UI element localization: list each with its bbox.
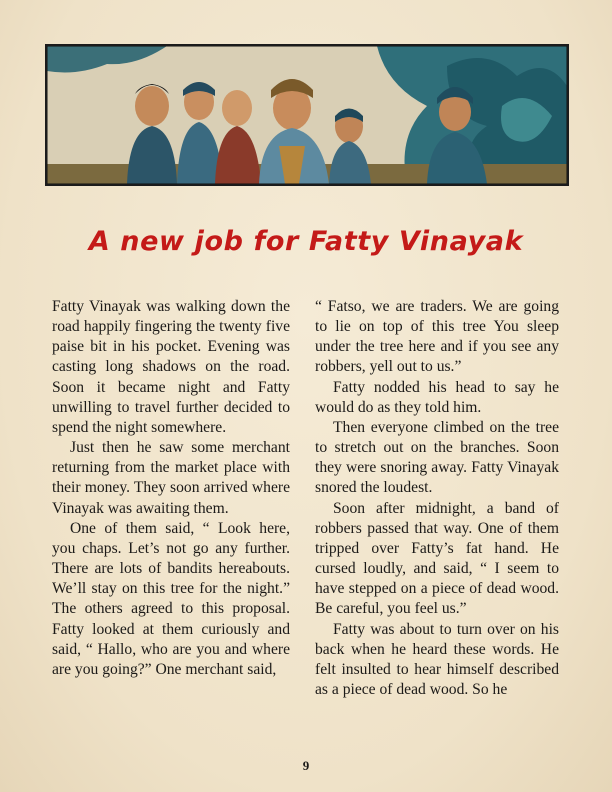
paragraph: Just then he saw some merchant returning from the market place with their money. They soon arrived where Vinayak was awaiting them.	[52, 439, 290, 517]
left-column	[52, 297, 290, 680]
paragraph: Then everyone climbed on the tree to stretch out on the branches. Soon they were snoring away. Fatty Vinayak snored the loudest.	[315, 418, 559, 497]
right-column	[315, 297, 559, 700]
paragraph: Fatty nodded his head to say he would do as they told him.	[315, 378, 559, 416]
story-illustration	[45, 44, 569, 186]
paragraph: Fatty was about to turn over on his back when he heard these words. He felt insulted to hear himself described as a piece of dead wood. So he	[315, 620, 559, 698]
illustration-art	[47, 46, 567, 184]
paragraph: “ Fatso, we are traders. We are going to lie on top of this tree You sleep under the tree here and if you see any robbers, yell out to us.”	[315, 298, 559, 376]
page-number: 9	[302, 758, 310, 773]
paragraph: Fatty Vinayak was walking down the road happily fingering the twenty five paise bit in his pocket. Evening was casting long shadows on the road. Soon it became night and Fatty unwilling to travel further decided to spend the night somewhere.	[52, 298, 290, 436]
paragraph: One of them said, “ Look here, you chaps. Let’s not go any further. There are lots of bandits hereabouts. We’ll stay on this tree for the night.” The others agreed to this proposal. Fatty looked at them curiously and said, “ Hallo, who are you and where are you going?” One merchant said,	[52, 519, 290, 678]
story-title: A new job for Fatty Vinayak	[88, 226, 524, 257]
paragraph: Soon after midnight, a band of robbers passed that way. One of them tripped over Fatty’s fat hand. He cursed loudly, and said, “ I seem to have stepped on a piece of dead wood. Be careful, you feel us.”	[315, 499, 559, 618]
